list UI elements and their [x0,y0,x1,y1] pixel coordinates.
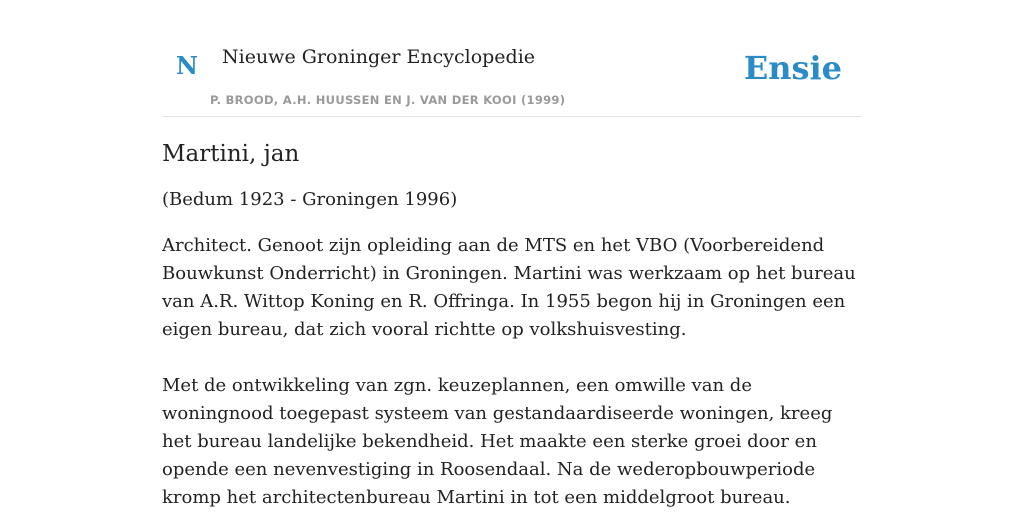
entry-paragraph-2: Met de ontwikkeling van zgn. keuzeplannen, een omwille van de woningnood toegepast systeem van gestandaardiseerde woningen, kreeg het bureau landelijke bekendheid. Het maakte een sterke groei door en opende een nevenvestiging in Roosendaal. Na de wederopbouwperiode kromp het architectenbureau Martini in tot een middelgroot bureau. [162,375,833,508]
entry-content [162,137,862,512]
encyclopedia-header [162,0,862,117]
encyclopedia-authors: P. BROOD, A.H. HUUSSEN EN J. VAN DER KOOI (1999) [210,93,566,107]
encyclopedia-title-link[interactable]: Nieuwe Groninger Encyclopedie [222,46,536,68]
encyclopedia-logo-icon[interactable]: N [176,51,198,80]
ensie-brand-logo[interactable]: Ensie [743,49,842,87]
entry-title: Martini, jan [162,141,300,167]
entry-life-dates: (Bedum 1923 - Groningen 1996) [162,189,458,210]
entry-paragraph-1: Architect. Genoot zijn opleiding aan de MTS en het VBO (Voorbereidend Bouwkunst Onderricht) in Groningen. Martini was werkzaam op het bureau van A.R. Wittop Koning en R. Offringa. In 1955 begon hij in Groningen een eigen bureau, dat zich vooral richtte op volkshuisvesting. [162,235,856,340]
page [162,0,862,508]
